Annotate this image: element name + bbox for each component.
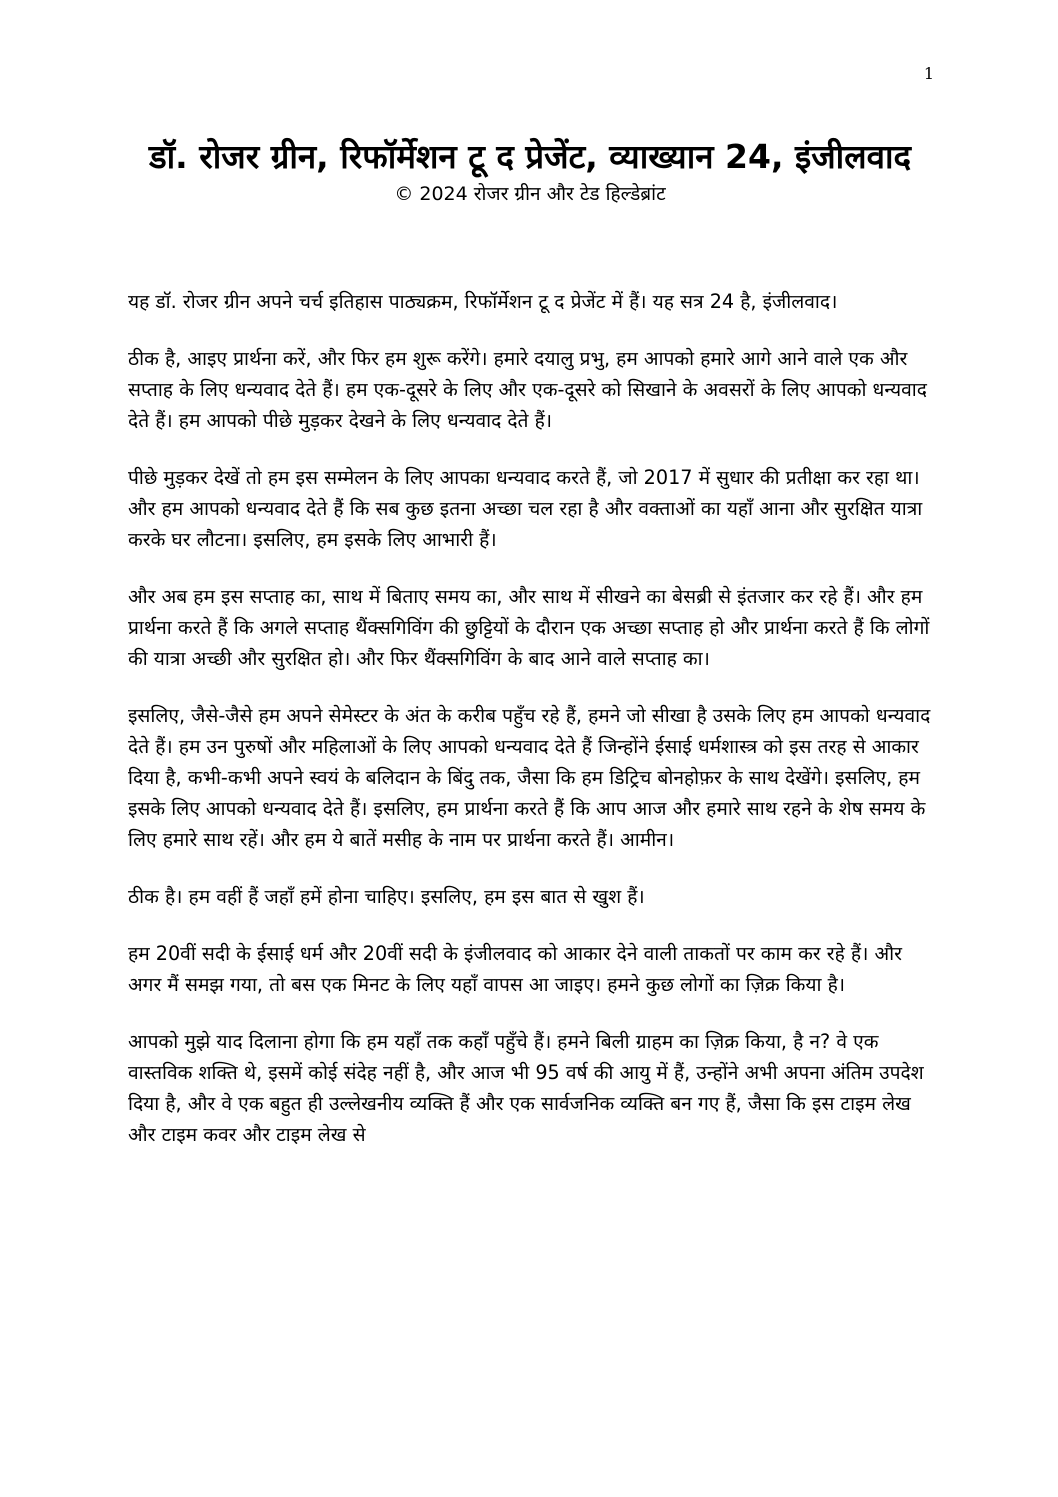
paragraph: पीछे मुड़कर देखें तो हम इस सम्मेलन के लिए आपका धन्यवाद करते हैं, जो 2017 में सुधार की प्रतीक्षा कर रहा था। और हम आपको धन्यवाद देते हैं कि सब कुछ इतना अच्छा चल रहा है और वक्ताओं का यहाँ आना और सुरक्षित यात्रा करके घर लौटना। इसलिए, हम इसके लिए आभारी हैं। bbox=[128, 466, 923, 551]
paragraph: हम 20वीं सदी के ईसाई धर्म और 20वीं सदी के इंजीलवाद को आकार देने वाली ताकतों पर काम कर रहे हैं। और अगर मैं समझ गया, तो बस एक मिनट के लिए यहाँ वापस आ जाइए। हमने कुछ लोगों का ज़िक्र किया है। bbox=[128, 942, 902, 996]
paragraph: इसलिए, जैसे-जैसे हम अपने सेमेस्टर के अंत के करीब पहुँच रहे हैं, हमने जो सीखा है उसके लिए हम आपको धन्यवाद देते हैं। हम उन पुरुषों और महिलाओं के लिए आपको धन्यवाद देते हैं जिन्होंने ईसाई धर्मशास्त्र को इस तरह से आकार दिया है, कभी-कभी अपने स्वयं के बलिदान के बिंदु तक, जैसा कि हम डिट्रिच बोनहोफ़र के साथ देखेंगे। इसलिए, हम इसके लिए आपको धन्यवाद देते हैं। इसलिए, हम प्रार्थना करते हैं कि आप आज और हमारे साथ रहने के शेष समय के लिए हमारे साथ रहें। और हम ये बातें मसीह के नाम पर प्रार्थना करते हैं। आमीन। bbox=[128, 704, 931, 851]
title-block bbox=[120, 134, 940, 208]
paragraph: ठीक है। हम वहीं हैं जहाँ हमें होना चाहिए। इसलिए, हम इस बात से खुश हैं। bbox=[128, 885, 645, 908]
paragraph: और अब हम इस सप्ताह का, साथ में बिताए समय का, और साथ में सीखने का बेसब्री से इंतजार कर रहे हैं। और हम प्रार्थना करते हैं कि अगले सप्ताह थैंक्सगिविंग की छुट्टियों के दौरान एक अच्छा सप्ताह हो और प्रार्थना करते हैं कि लोगों की यात्रा अच्छी और सुरक्षित हो। और फिर थैंक्सगिविंग के बाद आने वाले सप्ताह का। bbox=[128, 585, 930, 670]
copyright-line: © 2024 रोजर ग्रीन और टेड हिल्डेब्रांट bbox=[394, 183, 666, 205]
document-title: डॉ. रोजर ग्रीन, रिफॉर्मेशन टू द प्रेजेंट, व्याख्यान 24, इंजीलवाद bbox=[148, 137, 912, 176]
page-number: 1 bbox=[923, 64, 934, 83]
paragraph: आपको मुझे याद दिलाना होगा कि हम यहाँ तक कहाँ पहुँचे हैं। हमने बिली ग्राहम का ज़िक्र किया, है न? वे एक वास्तविक शक्ति थे, इसमें कोई संदेह नहीं है, और आज भी 95 वर्ष की आयु में हैं, उन्होंने अभी अपना अंतिम उपदेश दिया है, और वे एक बहुत ही उल्लेखनीय व्यक्ति हैं और एक सार्वजनिक व्यक्ति बन गए हैं, जैसा कि इस टाइम लेख और टाइम कवर और टाइम लेख से bbox=[128, 1030, 924, 1146]
paragraph: ठीक है, आइए प्रार्थना करें, और फिर हम शुरू करेंगे। हमारे दयालु प्रभु, हम आपको हमारे आगे आने वाले एक और सप्ताह के लिए धन्यवाद देते हैं। हम एक-दूसरे के लिए और एक-दूसरे को सिखाने के अवसरों के लिए आपको धन्यवाद देते हैं। हम आपको पीछे मुड़कर देखने के लिए धन्यवाद देते हैं। bbox=[128, 347, 927, 432]
transcript-body bbox=[128, 286, 934, 1176]
paragraph: यह डॉ. रोजर ग्रीन अपने चर्च इतिहास पाठ्यक्रम, रिफॉर्मेशन टू द प्रेजेंट में हैं। यह सत्र 24 है, इंजीलवाद। bbox=[128, 290, 838, 313]
